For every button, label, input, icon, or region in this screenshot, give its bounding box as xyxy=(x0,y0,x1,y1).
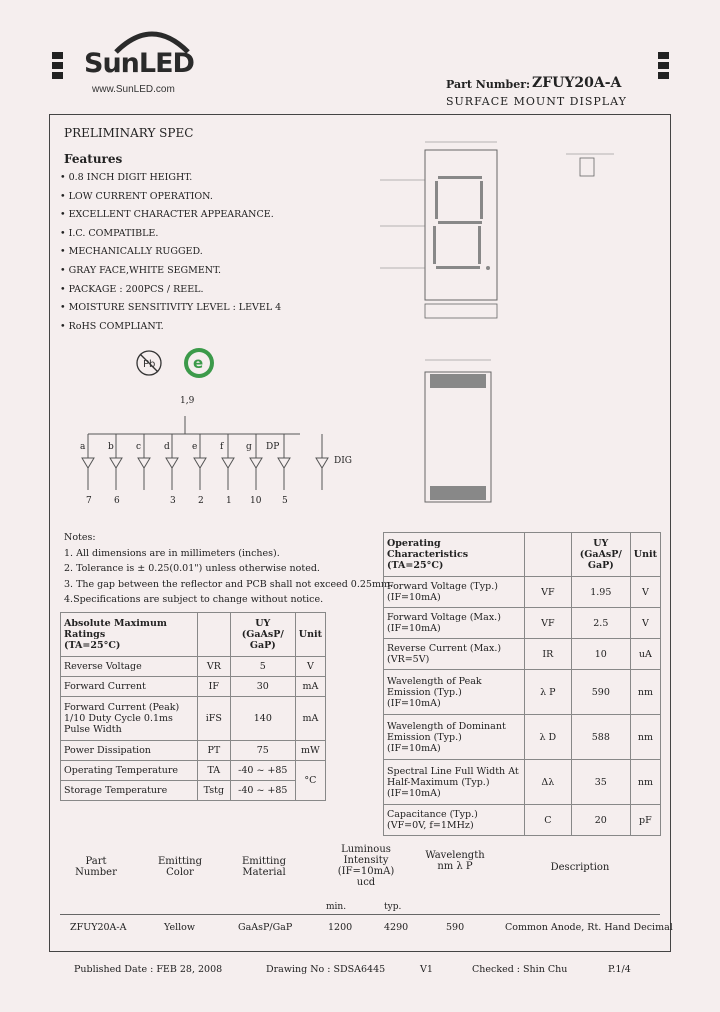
abs-max-unit-header: Unit xyxy=(295,613,325,657)
spec-label: PRELIMINARY SPEC xyxy=(64,126,194,140)
feature-item: • 0.8 INCH DIGIT HEIGHT. xyxy=(60,172,193,183)
product-part: ZFUY20A-A xyxy=(70,922,127,933)
feature-item: • RoHS COMPLIANT. xyxy=(60,320,164,332)
product-material: GaAsP/GaP xyxy=(238,922,293,933)
feature-item: • EXCELLENT CHARACTER APPEARANCE. xyxy=(60,209,274,221)
param: Forward Current xyxy=(61,677,198,697)
symbol: Δλ xyxy=(524,760,571,805)
table-row xyxy=(384,608,661,639)
product-subtitle: SURFACE MOUNT DISPLAY xyxy=(446,95,627,108)
note-item: 2. Tolerance is ± 0.25(0.01") unless otherwise noted. xyxy=(64,563,320,574)
rohs-e-icon xyxy=(182,346,216,380)
part-number-label: Part Number: xyxy=(446,78,531,91)
part-number: ZFUY20A-A xyxy=(532,75,622,91)
param xyxy=(384,670,525,715)
table-row xyxy=(384,715,661,760)
product-wavelength: 590 xyxy=(446,922,465,933)
param-text: Capacitance (Typ.) xyxy=(387,809,478,820)
table-row xyxy=(61,761,326,781)
uy-sub: (GaAsP/ GaP) xyxy=(579,549,622,571)
value: 10 xyxy=(571,639,630,670)
bottom-view-drawing xyxy=(400,352,500,512)
unit: V xyxy=(630,608,660,639)
pin-b: b xyxy=(108,442,114,452)
param-cond: (IF=10mA) xyxy=(387,787,441,799)
table-row xyxy=(384,760,661,805)
table-row xyxy=(61,697,326,741)
param-text: Wavelength of Dominant Emission (Typ.) xyxy=(387,720,506,743)
brand-logo: SunLED xyxy=(84,48,194,79)
abs-max-title: Absolute Maximum Ratings xyxy=(64,618,167,640)
pin-d: d xyxy=(164,442,170,452)
symbol: λ D xyxy=(524,715,571,760)
unit: uA xyxy=(630,639,660,670)
col-wavelength: Wavelength nm λ P xyxy=(425,850,485,872)
pin-dp: DP xyxy=(266,442,280,452)
uy-sub: (GaAsP/ GaP) xyxy=(241,629,284,651)
value: 35 xyxy=(571,760,630,805)
website: www.SunLED.com xyxy=(92,84,175,95)
version: V1 xyxy=(420,964,433,975)
param-text: Forward Voltage (Max.) xyxy=(387,612,501,623)
pin-c: c xyxy=(136,442,142,452)
circuit-diagram xyxy=(70,410,360,510)
features-list xyxy=(60,172,281,339)
notes xyxy=(64,530,393,608)
notes-title: Notes: xyxy=(64,532,96,543)
checked-by: Checked : Shin Chu xyxy=(472,964,568,975)
pin-a: a xyxy=(80,442,86,452)
pb-free-icon xyxy=(134,348,164,378)
feature-item: • PACKAGE : 200PCS / REEL. xyxy=(60,283,204,295)
table-row xyxy=(61,741,326,761)
unit: mA xyxy=(295,677,325,697)
param xyxy=(384,639,525,670)
corner-mark xyxy=(52,72,63,79)
note-item: 1. All dimensions are in millimeters (inches). xyxy=(64,547,280,559)
symbol: C xyxy=(524,805,571,836)
table-row xyxy=(384,670,661,715)
pin-f: f xyxy=(220,442,224,452)
e-label: e xyxy=(193,354,204,372)
product-color: Yellow xyxy=(164,922,195,933)
feature-item: • GRAY FACE,WHITE SEGMENT. xyxy=(60,264,222,276)
corner-mark xyxy=(52,62,63,69)
unit: pF xyxy=(630,805,660,836)
value: 20 xyxy=(571,805,630,836)
pin-dig: DIG xyxy=(334,456,352,466)
uy-label: UY xyxy=(593,538,609,549)
param-text: Reverse Current (Max.) xyxy=(387,643,502,654)
param: Storage Temperature xyxy=(61,781,198,801)
param-text: Wavelength of Peak Emission (Typ.) xyxy=(387,675,482,698)
unit: nm xyxy=(630,670,660,715)
value: -40 ~ +85 xyxy=(230,761,295,781)
param xyxy=(384,760,525,805)
op-char-unit-header: Unit xyxy=(630,533,660,577)
param: Power Dissipation xyxy=(61,741,198,761)
col-emitting-material: Emitting Material xyxy=(241,856,287,878)
unit: V xyxy=(295,657,325,677)
symbol: iFS xyxy=(197,697,230,741)
value: 140 xyxy=(230,697,295,741)
abs-max-uy-header xyxy=(230,613,295,657)
pin-num: 10 xyxy=(250,496,262,506)
value: 590 xyxy=(571,670,630,715)
features-title: Features xyxy=(64,152,123,166)
symbol: TA xyxy=(197,761,230,781)
circuit-common-pin: 1,9 xyxy=(180,396,195,406)
table-row xyxy=(384,805,661,836)
param-cond: (IF=10mA) xyxy=(387,623,441,634)
value: 5 xyxy=(230,657,295,677)
note-item: 3. The gap between the reflector and PCB shall not exceed 0.25mm. xyxy=(64,578,393,590)
pin-num: 5 xyxy=(282,496,288,506)
param-cond: (IF=10mA) xyxy=(387,742,441,754)
param xyxy=(384,577,525,608)
op-char-uy-header xyxy=(571,533,630,577)
op-char-title: Operating Characteristics xyxy=(387,538,469,560)
pin-num: 3 xyxy=(170,496,176,506)
corner-mark xyxy=(658,52,669,59)
unit: V xyxy=(630,577,660,608)
unit: °C xyxy=(295,761,325,801)
param xyxy=(384,608,525,639)
typ-label: typ. xyxy=(384,902,402,912)
pin-e: e xyxy=(192,442,198,452)
symbol: IF xyxy=(197,677,230,697)
param: Forward Current (Peak) 1/10 Duty Cycle 0.1ms Pulse Width xyxy=(61,697,198,741)
feature-item: • MOISTURE SENSITIVITY LEVEL : LEVEL 4 xyxy=(60,302,282,314)
value: -40 ~ +85 xyxy=(230,781,295,801)
param xyxy=(384,805,525,836)
op-char-cond: (TA=25°C) xyxy=(387,560,444,571)
symbol: Tstg xyxy=(197,781,230,801)
table-row xyxy=(61,657,326,677)
table-row xyxy=(61,781,326,801)
pin-num: 7 xyxy=(86,496,92,506)
published-date: Published Date : FEB 28, 2008 xyxy=(74,964,223,975)
param-cond: (IF=10mA) xyxy=(387,592,441,603)
pin-num: 2 xyxy=(198,496,204,506)
corner-mark xyxy=(52,52,63,59)
drawing-number: Drawing No : SDSA6445 xyxy=(266,964,386,975)
value: 2.5 xyxy=(571,608,630,639)
col-part-number: Part Number xyxy=(75,856,117,878)
abs-max-table xyxy=(60,612,326,801)
feature-item: • I.C. COMPATIBLE. xyxy=(60,227,159,239)
value: 588 xyxy=(571,715,630,760)
op-char-header xyxy=(384,533,525,577)
param-text: Forward Voltage (Typ.) xyxy=(387,581,498,592)
feature-item: • MECHANICALLY RUGGED. xyxy=(60,246,203,258)
col-emitting-color: Emitting Color xyxy=(157,856,203,878)
table-row xyxy=(61,677,326,697)
op-char-table xyxy=(383,532,661,836)
unit: nm xyxy=(630,715,660,760)
product-description: Common Anode, Rt. Hand Decimal xyxy=(505,922,673,933)
table-row xyxy=(384,639,661,670)
feature-item: • LOW CURRENT OPERATION. xyxy=(60,190,213,202)
abs-max-header xyxy=(61,613,198,657)
corner-mark xyxy=(658,62,669,69)
page-number: P.1/4 xyxy=(608,964,631,975)
product-min: 1200 xyxy=(328,922,353,933)
symbol: VF xyxy=(524,608,571,639)
uy-label: UY xyxy=(255,618,271,629)
side-view-drawing xyxy=(560,150,620,180)
pin-num: 6 xyxy=(114,496,120,506)
pb-label: Pb xyxy=(143,359,156,370)
divider xyxy=(60,914,660,915)
value: 1.95 xyxy=(571,577,630,608)
symbol: λ P xyxy=(524,670,571,715)
symbol: VF xyxy=(524,577,571,608)
param-text: Spectral Line Full Width At Half-Maximum (Typ.) xyxy=(387,765,519,788)
param xyxy=(384,715,525,760)
col-luminous-intensity: Luminous Intensity (IF=10mA) ucd xyxy=(337,844,395,888)
param-cond: (VF=0V, f=1MHz) xyxy=(387,820,474,831)
unit: nm xyxy=(630,760,660,805)
symbol: IR xyxy=(524,639,571,670)
col-description: Description xyxy=(550,862,610,873)
unit: mA xyxy=(295,697,325,741)
value: 75 xyxy=(230,741,295,761)
param-cond: (IF=10mA) xyxy=(387,697,441,709)
symbol: VR xyxy=(197,657,230,677)
note-item: 4.Specifications are subject to change without notice. xyxy=(64,594,324,605)
corner-mark xyxy=(658,72,669,79)
unit: mW xyxy=(295,741,325,761)
value: 30 xyxy=(230,677,295,697)
param-cond: (VR=5V) xyxy=(387,654,430,665)
symbol: PT xyxy=(197,741,230,761)
pin-num: 1 xyxy=(226,496,232,506)
product-typ: 4290 xyxy=(384,922,409,933)
min-label: min. xyxy=(326,902,347,912)
table-row xyxy=(384,577,661,608)
param: Reverse Voltage xyxy=(61,657,198,677)
front-view-drawing xyxy=(370,136,550,346)
pin-g: g xyxy=(246,442,252,452)
abs-max-cond: (TA=25°C) xyxy=(64,640,121,651)
param: Operating Temperature xyxy=(61,761,198,781)
